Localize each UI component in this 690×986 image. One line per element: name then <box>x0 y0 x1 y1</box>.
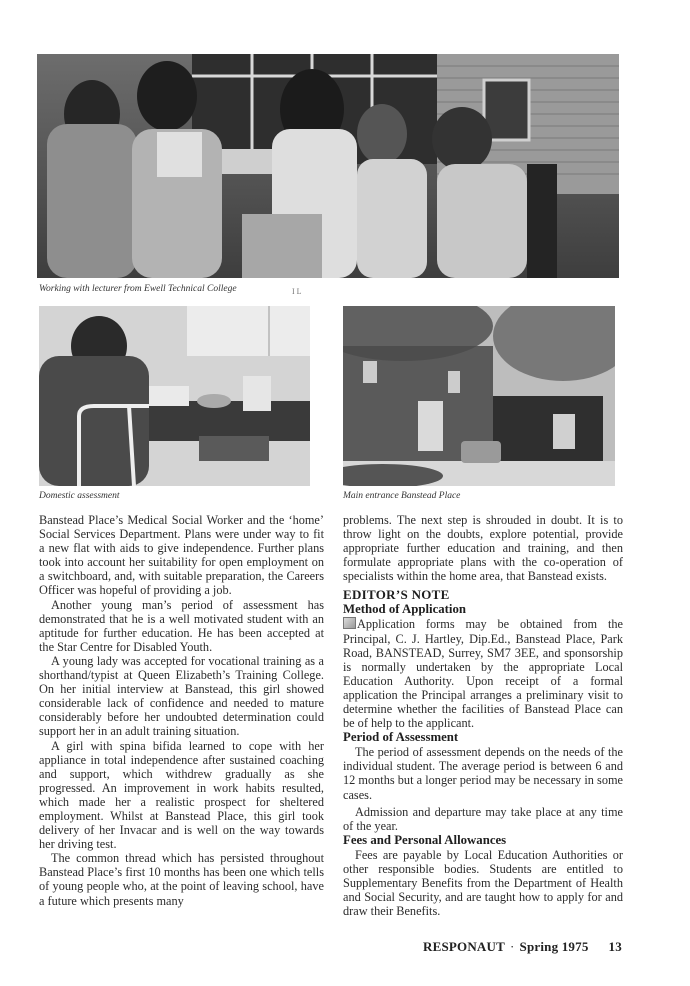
editors-note-heading: EDITOR’S NOTE <box>343 587 450 603</box>
right-intro-paragraph: problems. The next step is shrouded in doubt. It is to throw light on the doubts, explore potential, provide appropriate further education and training, and then formulate appropriate plans with the co-operation of specialists within the home area, that Banstead exists. <box>343 513 623 584</box>
caption-building: Main entrance Banstead Place <box>343 491 461 501</box>
photo-students-reading <box>37 54 619 278</box>
section-heading-method-of-application: Method of Application <box>343 602 467 617</box>
kitchen-image <box>39 306 310 486</box>
students-reading-image <box>37 54 619 278</box>
publication-name: RESPONAUT <box>423 939 505 954</box>
issue-label: Spring 1975 <box>519 939 589 954</box>
left-column <box>39 513 324 908</box>
right-column <box>343 513 623 918</box>
assessment-paragraph: The period of assessment depends on the needs of the individual student. The average period is between 6 and 12 months but a longer period may be necessary in some cases. <box>343 745 623 802</box>
footer-separator: · <box>509 939 515 954</box>
left-paragraph: A girl with spina bifida learned to cope with her appliance in total independence after sustained coaching and support, which withdrew gradually as she progressed. An improvement in work habits resulted, which made her a realistic prospect for sheltered employment. Whilst at Banstead Place, this girl took delivery of her Invacar and is well on the way towards her driving test. <box>39 738 324 852</box>
application-text: Application forms may be obtained from the Principal, C. J. Hartley, Dip.Ed., Banstead Place, Park Road, BANSTEAD, Surrey, SM7 3EE, and sponsorship is normally undertaken by the appropriate Local Education Authority. Upon receipt of a formal application the Principal arranges a preliminary visit to determine whether the facilities of Banstead Place can be of help to the applicant. <box>343 617 623 731</box>
application-paragraph <box>343 617 623 730</box>
page-footer <box>423 939 622 955</box>
section-heading-period-of-assessment: Period of Assessment <box>343 730 459 745</box>
building-image <box>343 306 615 486</box>
photo-kitchen <box>39 306 310 486</box>
left-paragraph: Banstead Place’s Medical Social Worker and the ‘home’ Social Services Department. Plans were under way to fit a new flat with aids to give independence. Further plans took into account her suitability for open employment on a switchboard, and, with suitable preparation, the Careers Officer was hopeful of providing a job. <box>39 513 324 598</box>
section-heading-fees: Fees and Personal Allowances <box>343 832 507 847</box>
photo-building <box>343 306 615 486</box>
assessment-paragraph: Admission and departure may take place at any time of the year. <box>343 804 623 833</box>
page-number: 13 <box>608 939 622 954</box>
left-paragraph: Another young man’s period of assessment has demonstrated that he is a well motivated student with an aptitude for further education. He has been accepted at the Star Centre for Disabled Youth. <box>39 597 324 654</box>
fees-paragraph: Fees are payable by Local Education Authorities or other responsible bodies. Students are entitled to Supplementary Benefits from the Department of Health and Social Security, and are taught how to apply for and draw their Benefits. <box>343 847 623 919</box>
left-paragraph: The common thread which has persisted throughout Banstead Place’s first 10 months has been one which tells of young people who, at the point of leaving school, have a future which presents many <box>39 851 324 908</box>
left-paragraph: A young lady was accepted for vocational training as a shorthand/typist at Queen Elizabeth’s Training College. On her initial interview at Banstead, this girl showed considerable lack of confidence and needed to mature considerably before her undoubted determination could support her in an adult training situation. <box>39 653 324 739</box>
image-icon <box>343 617 356 629</box>
caption-kitchen: Domestic assessment <box>39 491 120 501</box>
stray-mark: I L <box>292 287 302 296</box>
caption-students-reading: Working with lecturer from Ewell Technical College <box>39 284 237 294</box>
